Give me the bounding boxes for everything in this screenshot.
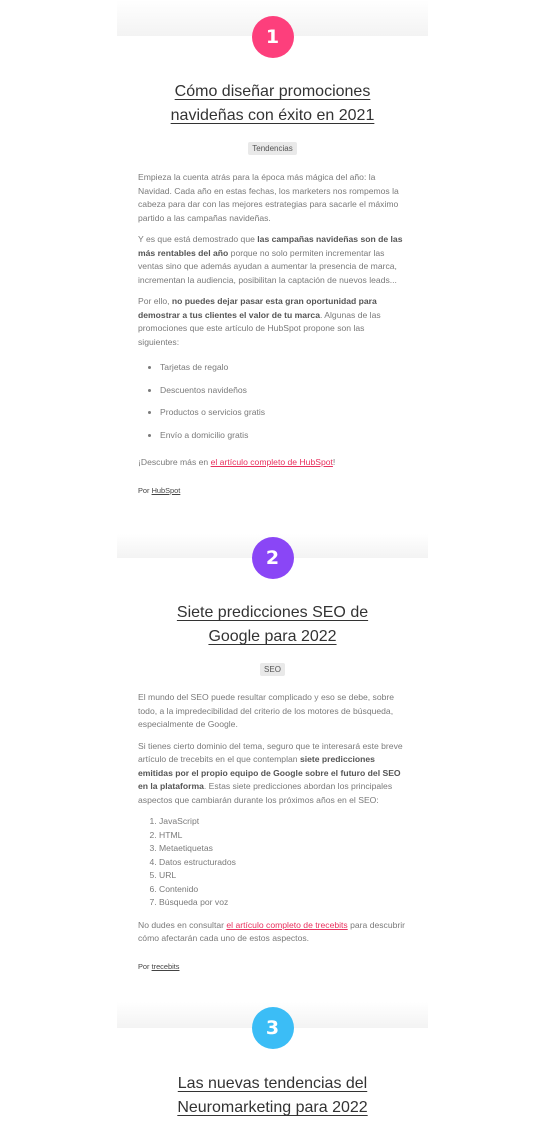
article-card-2 [117, 558, 428, 1002]
paragraph [138, 740, 407, 808]
paragraph-text: . Algunas de las promociones que este artículo de HubSpot propone son las siguientes: [138, 309, 381, 347]
content-column [117, 0, 428, 1129]
seo-predictions-list [138, 815, 407, 910]
list-item: • Descuentos navideños [160, 384, 407, 398]
paragraph [138, 295, 407, 349]
paragraph-bold: no puedes dejar pasar esta gran oportunidad para demostrar a tus clientes el valor de tu marca [138, 296, 377, 320]
article-number-badge-1: 1 [252, 16, 294, 58]
list-item: 6. Contenido [159, 883, 407, 897]
paragraph-text: Por ello, [138, 296, 172, 306]
article-link-hubspot[interactable]: el artículo completo de HubSpot [210, 457, 333, 467]
byline-prefix: Por [138, 961, 152, 971]
cta-text: No dudes en consultar [138, 919, 227, 930]
category-tag-1[interactable]: Tendencias [248, 142, 296, 155]
paragraph-text: porque no solo permiten incrementar las ventas sino que además ayudan a aumentar la presencia de marca, incrementan la audiencia, posibilitan la captación de nuevos leads... [138, 247, 397, 285]
list-item: 2. HTML [159, 829, 407, 843]
article-link-trecebits[interactable]: el artículo completo de trecebits [226, 919, 348, 930]
paragraph-bold: siete predicciones emitidas por el propio equipo de Google sobre el futuro del SEO en la plataforma [138, 754, 401, 791]
promotions-list [138, 361, 407, 442]
cta-text: ¡Descubre más en [138, 457, 211, 467]
paragraph-text: . Estas siete predicciones abordan los principales aspectos que cambiarán durante los próximos años en el SEO: [138, 781, 393, 805]
article-title-1[interactable]: Cómo diseñar promociones navideñas con éxito en 2021 [170, 83, 375, 124]
author-link-trecebits[interactable]: trecebits [151, 961, 180, 971]
list-item: • Tarjetas de regalo [160, 361, 407, 375]
cta-text: para descubrir cómo afectarán cada uno de estos aspectos. [138, 919, 406, 943]
paragraph-text: Y es que está demostrado que [138, 234, 258, 244]
list-item: 7. Búsqueda por voz [159, 896, 407, 910]
byline [138, 960, 407, 974]
paragraph: El mundo del SEO puede resultar complicado y eso se debe, sobre todo, a la impredecibilidad del criterio de los motores de búsqueda, especialmente de Google. [138, 692, 395, 729]
cta-paragraph [138, 456, 407, 470]
paragraph-text: Si tienes cierto dominio del tema, seguro que te interesará este breve artículo de trecebits en el que contemplan [138, 740, 403, 764]
list-item: 5. URL [159, 869, 407, 883]
paragraph [138, 233, 407, 287]
list-item: 1. JavaScript [159, 815, 407, 829]
byline [138, 484, 407, 498]
author-link-hubspot[interactable]: HubSpot [151, 485, 181, 495]
list-item: • Envío a domicilio gratis [160, 429, 407, 443]
list-item: 3. Metaetiquetas [159, 842, 407, 856]
list-item: 4. Datos estructurados [159, 856, 407, 870]
article-number-badge-3: 3 [252, 1007, 294, 1049]
paragraph: Empieza la cuenta atrás para la época más mágica del año: la Navidad. Cada año en estas fechas, los marketers nos rompemos la cabeza para dar con las mejores estrategias para sacarle el máximo partido a las campañas navideñas. [138, 172, 399, 223]
cta-text: ! [332, 457, 336, 467]
cta-paragraph [138, 919, 407, 946]
article-number-badge-2: 2 [252, 537, 294, 579]
article-title-3[interactable]: Las nuevas tendencias del Neuromarketing para 2022 [177, 1075, 368, 1116]
article-title-2[interactable]: Siete predicciones SEO de Google para 2022 [176, 604, 369, 645]
byline-prefix: Por [138, 485, 152, 495]
article-body-1 [117, 171, 428, 497]
article-body-2 [117, 691, 428, 973]
paragraph-bold: las campañas navideñas son de las más rentables del año [138, 234, 403, 258]
list-item: • Productos o servicios gratis [160, 406, 407, 420]
category-tag-2[interactable]: SEO [260, 663, 285, 676]
article-card-1 [117, 36, 428, 534]
